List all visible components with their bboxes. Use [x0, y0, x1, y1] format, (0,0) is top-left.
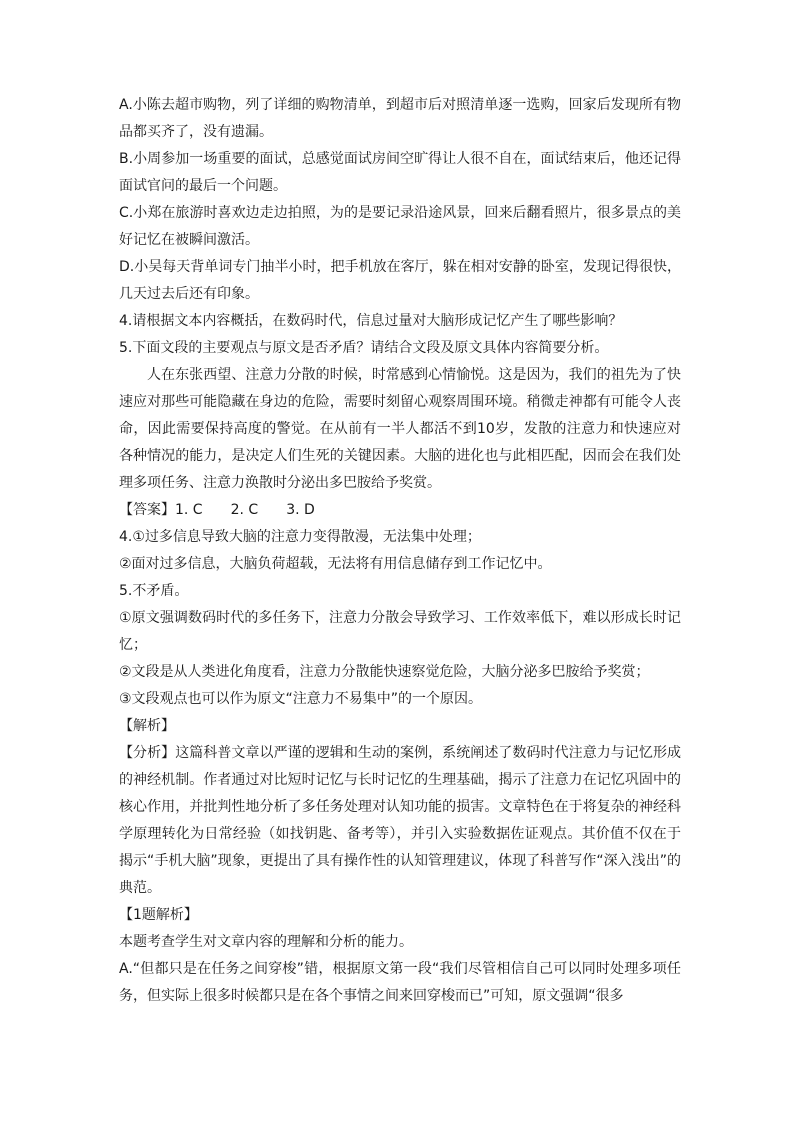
answer-line: ③文段观点也可以作为原文“注意力不易集中”的一个原因。	[119, 691, 483, 707]
q1-analysis-intro: 本题考查学生对文章内容的理解和分析的能力。	[119, 934, 413, 950]
option-b: B.小周参加一场重要的面试，总感觉面试房间空旷得让人很不自在，面试结束后，他还记得面试官问的最后一个问题。	[119, 151, 681, 194]
answer-item-1: 1. C	[175, 502, 203, 518]
question-5: 5.下面文段的主要观点与原文是否矛盾？请结合文段及原文具体内容简要分析。	[119, 340, 609, 356]
option-a: A.小陈去超市购物，列了详细的购物清单，到超市后对照清单逐一选购，回家后发现所有物品都买齐了，没有遗漏。	[119, 97, 681, 140]
answer-item-2: 2. C	[230, 502, 259, 518]
answer-key	[119, 497, 681, 524]
answer-line: 4.①过多信息导致大脑的注意力变得散漫，无法集中处理；	[119, 529, 481, 545]
q1-analysis-heading: 【1题解析】	[119, 907, 198, 923]
analysis-summary: 【分析】这篇科普文章以严谨的逻辑和生动的案例，系统阐述了数码时代注意力与记忆形成的神经机制。作者通过对比短时记忆与长时记忆的生理基础，揭示了注意力在记忆巩固中的核心作用，并批判性地分析了多任务处理对认知功能的损害。文章特色在于将复杂的神经科学原理转化为日常经验（如找钥匙、备考等），并引入实验数据佐证观点。其价值不仅在于揭示“手机大脑”现象，更提出了具有操作性的认知管理建议，体现了科普写作“深入浅出”的典范。	[119, 745, 681, 896]
question-4: 4.请根据文本内容概括，在数码时代，信息过量对大脑形成记忆产生了哪些影响？	[119, 313, 623, 329]
option-c: C.小郑在旅游时喜欢边走边拍照，为的是要记录沿途风景，回来后翻看照片，很多景点的美好记忆在被瞬间激活。	[119, 205, 681, 248]
answer-item-3: 3. D	[286, 502, 315, 518]
answer-line: ②文段是从人类进化角度看，注意力分散能快速察觉危险，大脑分泌多巴胺给予奖赏；	[119, 664, 650, 680]
analysis-heading: 【解析】	[119, 718, 175, 734]
answer-line: ②面对过多信息，大脑负荷超载，无法将有用信息储存到工作记忆中。	[119, 556, 552, 572]
document-body	[119, 92, 681, 1010]
answer-label: 【答案】	[119, 502, 175, 518]
answer-line: ①原文强调数码时代的多任务下，注意力分散会导致学习、工作效率低下，难以形成长时记忆；	[119, 610, 681, 653]
answer-line: 5.不矛盾。	[119, 583, 189, 599]
question-5-passage: 人在东张西望、注意力分散的时候，时常感到心情愉悦。这是因为，我们的祖先为了快速应对那些可能隐藏在身边的危险，需要时刻留心观察周围环境。稍微走神都有可能令人丧命，因此需要保持高度的警觉。在从前有一半人都活不到10岁，发散的注意力和快速应对各种情况的能力，是决定人们生死的关键因素。大脑的进化也与此相匹配，因而会在我们处理多项任务、注意力涣散时分泌出多巴胺给予奖赏。	[119, 367, 681, 491]
option-d: D.小吴每天背单词专门抽半小时，把手机放在客厅，躲在相对安静的卧室，发现记得很快，几天过去后还有印象。	[119, 259, 681, 302]
q1-analysis-option-a: A.“但都只是在任务之间穿梭”错，根据原文第一段“我们尽管相信自己可以同时处理多项任务，但实际上很多时候都只是在各个事情之间来回穿梭而已”可知，原文强调“很多	[119, 961, 681, 1004]
